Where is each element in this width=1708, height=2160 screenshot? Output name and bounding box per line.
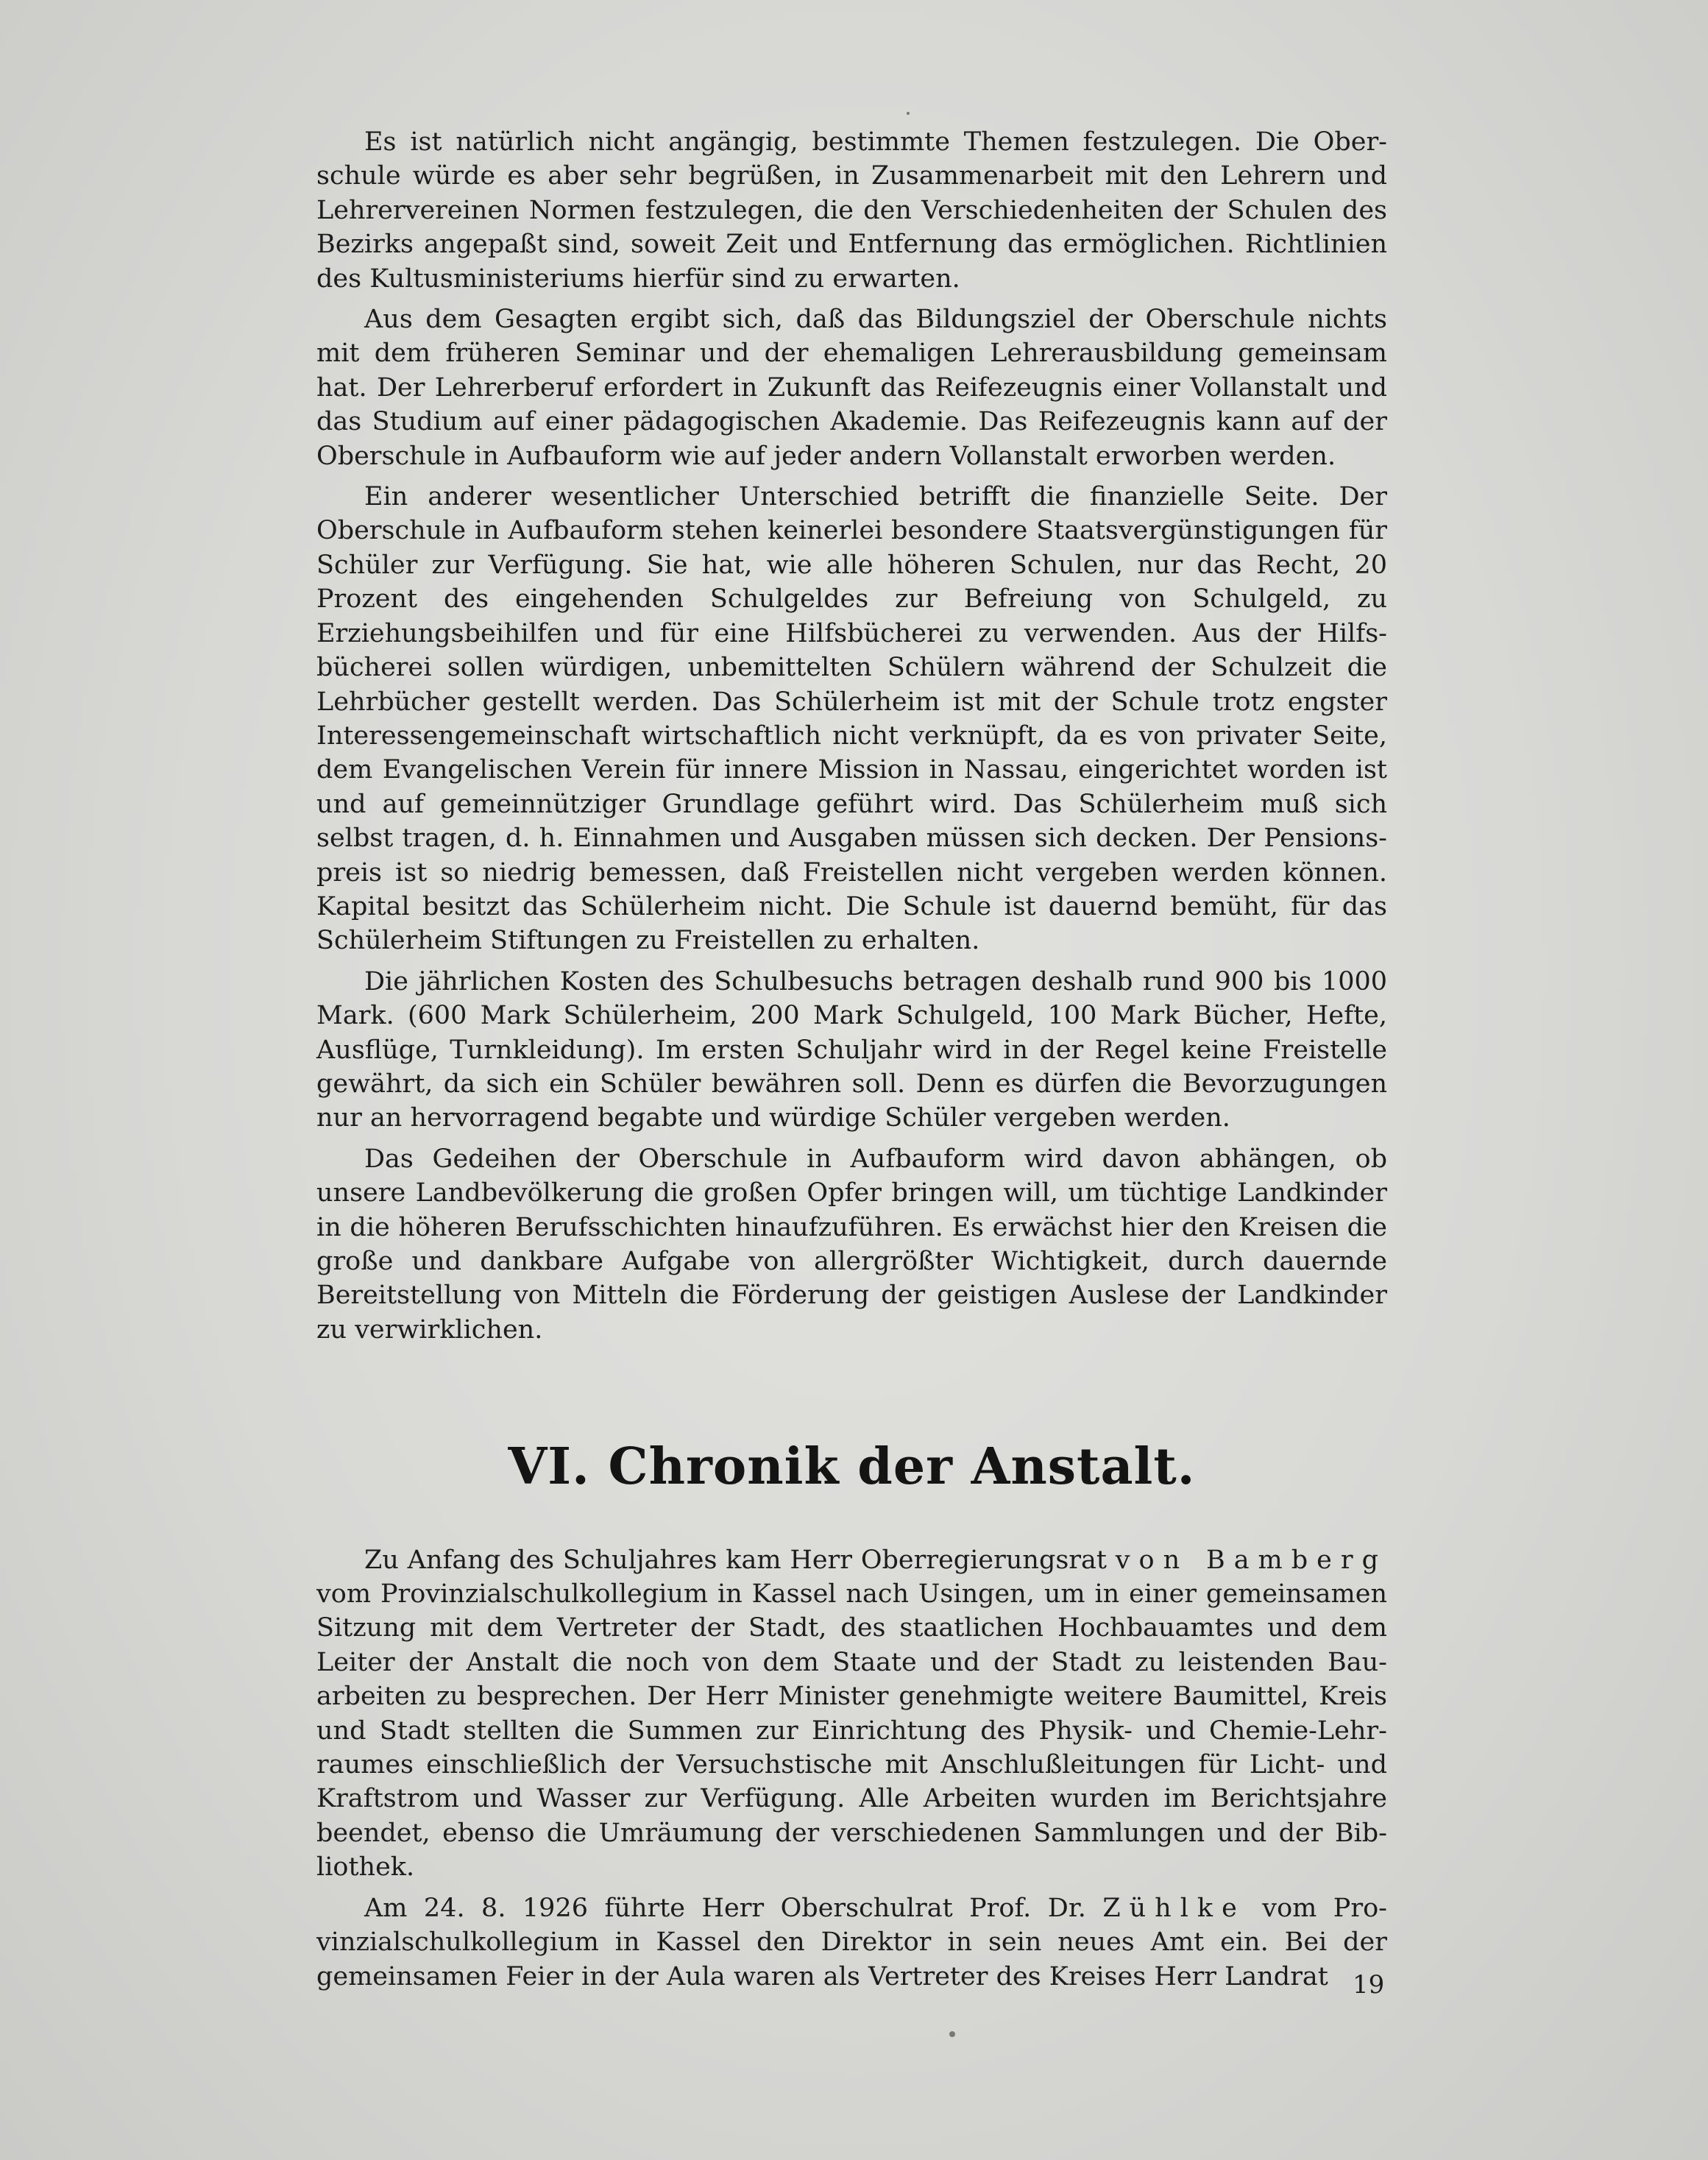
paragraph — [316, 1543, 1387, 1885]
text-run: Am 24. 8. 1926 führte Herr Oberschulrat Prof. Dr. — [364, 1893, 1103, 1923]
section-heading: VI. Chronik der Anstalt. — [508, 1437, 1196, 1497]
person-name: von Bamberg — [1115, 1545, 1387, 1575]
text-run: vom Provinzialschulkollegium in Kassel nach Usingen, um in einer gemeinsamen Sitzung mit dem Vertreter der Stadt, des staatlichen Hochbauamtes und dem Leiter der Anstalt die noch von dem Staate und der Stadt zu leistenden Bauarbeiten zu besprechen. Der Herr Minister genehmigte weitere Baumittel, Kreis und Stadt stellten die Summen zur Einrichtung des Physik- und Chemie-Lehrraumes einschließlich der Versuchstische mit Anschlußleitungen für Licht- und Kraftstrom und Wasser zur Verfügung. Alle Arbeiten wurden im Berichtsjahre beendet, ebenso die Umräumung der verschiedenen Sammlungen und der Bibliothek. — [316, 1579, 1387, 1883]
paragraph — [316, 1891, 1387, 1994]
text-body — [316, 125, 1387, 1994]
paragraph: Das Gedeihen der Oberschule in Aufbauform wird davon abhängen, ob unsere Landbevölkerung die großen Opfer bringen will, um tüchtige Landkinder in die höheren Berufsschichten hinaufzuführen. Es erwächst hier den Kreisen die große und dankbare Aufgabe von allergrößter Wichtigkeit, durch dauernde Bereitstellung von Mitteln die Förderung der geistigen Auslese der Landkinder zu verwirklichen. — [316, 1144, 1387, 1345]
text-run: Zu Anfang des Schuljahres kam Herr Oberregierungsrat — [364, 1545, 1116, 1575]
paragraph: Aus dem Gesagten ergibt sich, daß das Bildungsziel der Oberschule nichts mit dem früheren Seminar und der ehemaligen Lehrerausbildung gemeinsam hat. Der Lehrerberuf erfordert in Zukunft das Reifezeugnis einer Vollanstalt und das Studium auf einer pädagogischen Akademie. Das Reifezeugnis kann auf der Oberschule in Aufbauform wie auf jeder andern Vollanstalt erworben werden. — [316, 305, 1387, 471]
paragraph: Die jährlichen Kosten des Schulbesuchs betragen deshalb rund 900 bis 1000 Mark. (600 Mark Schülerheim, 200 Mark Schulgeld, 100 Mark Bücher, Hefte, Ausflüge, Turnkleidung). Im ersten Schuljahr wird in der Regel keine Freistelle gewährt, da sich ein Schüler bewähren soll. Denn es dürfen die Bevorzugungen nur an hervorragend begabte und würdige Schüler vergeben werden. — [316, 966, 1387, 1133]
dust-speck — [907, 112, 910, 115]
person-name: Zühlke — [1102, 1893, 1246, 1923]
dust-speck — [949, 2031, 955, 2037]
page-number: 19 — [1353, 1970, 1385, 2000]
paragraph: Es ist natürlich nicht angängig, bestimmte Themen festzulegen. Die Oberschule würde es aber sehr begrüßen, in Zusammenarbeit mit den Lehrern und Lehrervereinen Normen festzulegen, die den Verschiedenheiten der Schulen des Bezirks angepaßt sind, soweit Zeit und Entfernung das ermöglichen. Richtlinien des Kultusministeriums hierfür sind zu erwarten. — [316, 127, 1387, 294]
text-run: vom Provinzialschulkollegium in Kassel den Direktor in sein neues Amt ein. Bei der gemeinsamen Feier in der Aula waren als Vertreter des Kreises Herr Landrat — [316, 1893, 1387, 1991]
paragraph: Ein anderer wesentlicher Unterschied betrifft die finanzielle Seite. Der Oberschule in Aufbauform stehen keinerlei besondere Staatsvergünstigungen für Schüler zur Verfügung. Sie hat, wie alle höheren Schulen, nur das Recht, 20 Prozent des eingehenden Schulgeldes zur Befreiung von Schulgeld, zu Erziehungsbeihilfen und für eine Hilfsbücherei zu verwenden. Aus der Hilfsbücherei sollen würdigen, unbemittelten Schülern während der Schulzeit die Lehrbücher gestellt werden. Das Schülerheim ist mit der Schule trotz engster Interessengemeinschaft wirtschaftlich nicht verknüpft, da es von privater Seite, dem Evangelischen Verein für innere Mission in Nassau, eingerichtet worden ist und auf gemeinnütziger Grundlage geführt wird. Das Schülerheim muß sich selbst tragen, d. h. Einnahmen und Ausgaben müssen sich decken. Der Pensionspreis ist so niedrig bemessen, daß Freistellen nicht vergeben werden können. Kapital besitzt das Schülerheim nicht. Die Schule ist dauernd bemüht, für das Schülerheim Stiftungen zu Freistellen zu erhalten. — [316, 482, 1387, 956]
